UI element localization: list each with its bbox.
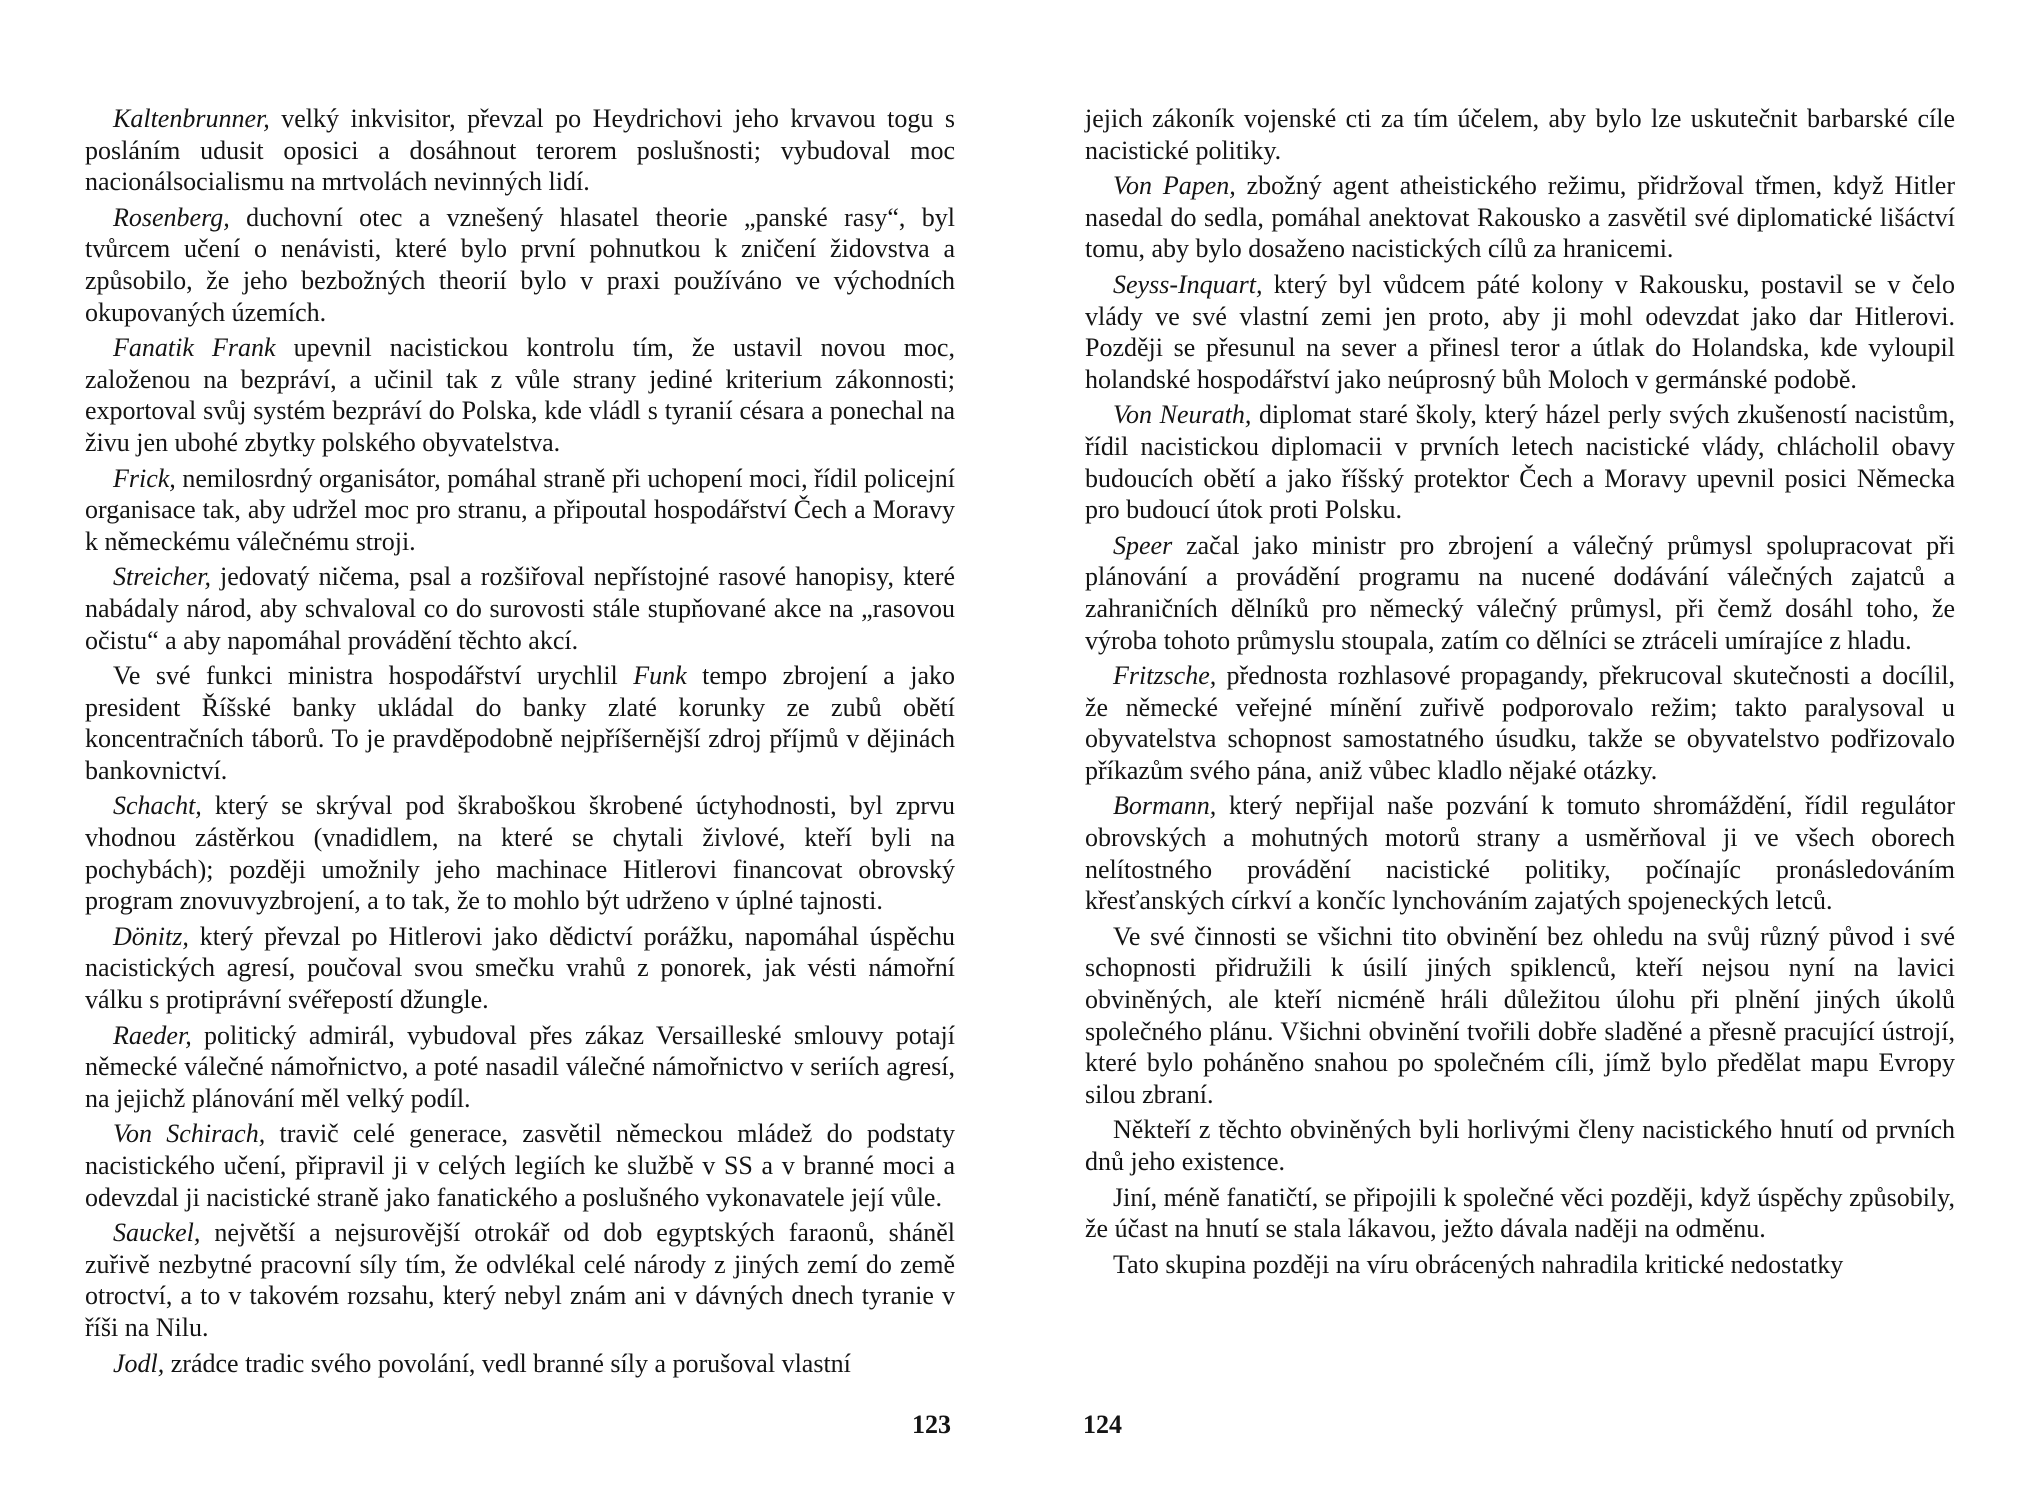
- paragraph-text: Ve své činnosti se všichni tito obvinění bez ohledu na svůj různý původ i své schopnosti přidružili k úsilí jiných spiklenců, kteří nejsou nyní na lavici obviněných, ale kteří nicméně hráli důležitou úlohu při plnění jiných úkolů společného plánu. Všichni obvinění tvořili dobře sladěné a přesně pracující ústrojí, které bylo poháněno snahou po společném cíli, jímž bylo předělat mapu Evropy silou zbraní.: [1085, 921, 1955, 1109]
- paragraph: [85, 1118, 955, 1213]
- paragraph: [85, 790, 955, 916]
- paragraph: [85, 332, 955, 458]
- defendant-name: Schacht,: [113, 791, 202, 821]
- defendant-name: Dönitz,: [113, 921, 189, 951]
- paragraph: [1085, 790, 1955, 916]
- paragraph-text: upevnil nacistickou kontrolu tím, že ustavil novou moc, založenou na bezpráví, a učinil tak z vůle strany jediné kriterium zákonnosti; exportoval svůj systém bezpráví do Polska, kde vládl s tyranií césara a ponechal na živu jen ubohé zbytky polského obyvatelstva.: [85, 333, 955, 457]
- defendant-name: Rosenberg,: [113, 202, 230, 232]
- paragraph-text: travič celé generace, zasvětil německou mládež do podstaty nacistického učení, připravil ji v celých legiích ke službě v SS a v branné moci a odevzdal ji nacistické straně jako fanatického a poslušného vykonavatele její vůle.: [85, 1119, 955, 1212]
- paragraph-text: který převzal po Hitlerovi jako dědictví porážku, napomáhal úspěchu nacistických agresí, poučoval svou smečku vrahů z ponorek, jak vésti námořní válku s protiprávní svéřepostí džungle.: [85, 921, 955, 1015]
- paragraph: [1085, 1114, 1955, 1177]
- paragraph: [85, 660, 955, 786]
- paragraph: [85, 1348, 955, 1380]
- left-text-column: [85, 103, 955, 1383]
- defendant-name: Kaltenbrunner,: [113, 104, 270, 133]
- paragraph-text: který se skrýval pod škraboškou škrobené úctyhodnosti, byl zprvu vhodnou zástěrkou (vnadidlem, na které se chytali živlové, kteří byli na pochybách); později umožnily jeho machinace Hitlerovi financovat obrovský program znovuvyzbrojení, a to tak, že to mohlo být udrženo v úplné tajnosti.: [85, 791, 955, 916]
- defendant-name: Raeder,: [113, 1020, 192, 1050]
- paragraph: [1085, 921, 1955, 1111]
- defendant-name: Von Schirach,: [113, 1119, 266, 1149]
- paragraph-text: tempo zbrojení a jako president Říšské banky ukládal do banky zlaté korunky ze zubů obětí koncentračních táborů. To je pravděpodobně nejpříšernější zdroj příjmů v dějinách bankovnictví.: [85, 661, 955, 785]
- page-number-right: 124: [1083, 1410, 1122, 1439]
- defendant-name: Funk: [633, 661, 687, 691]
- paragraph-text: jedovatý ničema, psal a rozšiřoval nepřístojné rasové hanopisy, které nabádaly národ, aby schvaloval co do surovosti stále stupňované akce na „rasovou očistu“ a aby napomáhal provádění těchto akcí.: [85, 562, 955, 655]
- defendant-name: Von Papen,: [1113, 171, 1236, 201]
- paragraph: [1085, 1182, 1955, 1245]
- paragraph: [1085, 103, 1955, 166]
- paragraph-text: největší a nejsurovější otrokář od dob egyptských faraonů, sháněl zuřivě nezbytné pracovní síly tím, že odvlékal celé národy z jiných zemí do země otroctví, a to v takovém rozsahu, který nebyl znám ani v dávných dnech tyranie v říši na Nilu.: [85, 1218, 955, 1342]
- paragraph: [85, 1217, 955, 1343]
- paragraph-text: Jiní, méně fanatičtí, se připojili k společné věci později, když úspěchy způsobily, že účast na hnutí se stala lákavou, ježto dávala naději na odměnu.: [1085, 1182, 1955, 1244]
- paragraph-text: duchovní otec a vznešený hlasatel theorie „panské rasy“, byl tvůrcem učení o nenávisti, které bylo první pohnutkou k zničení židovstva a způsobilo, že jeho bezbožných theorií bylo v praxi používáno ve východních okupovaných územích.: [85, 202, 955, 327]
- paragraph: [85, 463, 955, 558]
- right-page: [1015, 0, 2030, 1500]
- paragraph-text: který nepřijal naše pozvání k tomuto shromáždění, řídil regulátor obrovských a mohutných motorů strany a usměrňoval ji ve všech oborech nelítostného provádění nacistické politiky, počínajíc pronásledováním křesťanských církví a končíc lynchováním zajatých spojeneckých letců.: [1085, 791, 1955, 916]
- defendant-name: Seyss-Inquart,: [1113, 269, 1263, 299]
- paragraph-text: přednosta rozhlasové propagandy, překrucoval skutečnosti a docílil, že německé veřejné mínění zuřivě podporovalo režim; takto paralysoval u obyvatelstva schopnost samostatného úsudku, takže se obyvatelstvo podřizovalo příkazům svého pána, aniž vůbec kladlo nějaké otázky.: [1085, 661, 1955, 785]
- paragraph-text: Někteří z těchto obviněných byli horlivými členy nacistického hnutí od prvních dnů jeho existence.: [1085, 1115, 1955, 1176]
- paragraph: [1085, 269, 1955, 395]
- defendant-name: Frick,: [113, 463, 176, 493]
- defendant-name: Jodl,: [113, 1348, 165, 1378]
- defendant-name: Sauckel,: [113, 1218, 201, 1248]
- paragraph-text: začal jako ministr pro zbrojení a válečný průmysl spolupracovat při plánování a provádění programu na nucené dodávání válečných zajatců a zahraničních dělníků pro německý válečný průmysl, při čemž dosáhl toho, že výroba tohoto průmyslu stoupala, zatím co dělníci se ztráceli umírajíce z hladu.: [1085, 530, 1955, 655]
- paragraph-text: zrádce tradic svého povolání, vedl branné síly a porušoval vlastní: [164, 1348, 851, 1378]
- paragraph: [1085, 170, 1955, 265]
- defendant-name: Speer: [1113, 530, 1173, 560]
- defendant-name: Bormann,: [1113, 791, 1217, 821]
- paragraph: [1085, 530, 1955, 656]
- defendant-name: Fritzsche,: [1113, 661, 1217, 691]
- paragraph: [85, 561, 955, 656]
- defendant-name: Fanatik Frank: [113, 333, 276, 363]
- page-number-left: 123: [912, 1410, 951, 1439]
- paragraph-text: politický admirál, vybudoval přes zákaz Versailleské smlouvy potají německé válečné námořnictvo, a poté nasadil válečné námořnictvo v seriích agresí, na jejichž plánování měl velký podíl.: [85, 1020, 955, 1113]
- paragraph-text: velký inkvisitor, převzal po Heydrichovi jeho krvavou togu s posláním udusit oposici a dosáhnout terorem poslušnosti; vybudoval moc nacionálsocialismu na mrtvolách nevinných lidí.: [85, 104, 955, 197]
- paragraph-text: diplomat staré školy, který házel perly svých zkušeností nacistům, řídil nacistickou diplomacii v prvních letech nacistické vlády, chlácholil obavy budoucích obětí a jako říšský protektor Čech a Moravy upevnil posici Německa pro budoucí útok proti Polsku.: [1085, 400, 1955, 525]
- paragraph-text: Ve své funkci ministra hospodářství urychlil: [113, 661, 634, 691]
- paragraph-text: nemilosrdný organisátor, pomáhal straně při uchopení moci, řídil policejní organisace tak, aby udržel moc pro stranu, a připoutal hospodářství Čech a Moravy k německému válečnému stroji.: [85, 463, 955, 556]
- paragraph: [85, 921, 955, 1016]
- paragraph: [85, 1020, 955, 1115]
- paragraph: [1085, 660, 1955, 786]
- paragraph: [1085, 399, 1955, 525]
- paragraph: [1085, 1249, 1955, 1281]
- paragraph: [85, 202, 955, 328]
- right-text-column: [1085, 103, 1955, 1284]
- paragraph-text: který byl vůdcem páté kolony v Rakousku, postavil se v čelo vlády ve své vlastní zemi jen proto, aby ji mohl odevzdat jako dar Hitlerovi. Později se přesunul na sever a přinesl teror a útlak do Holandska, kde vyloupil holandské hospodářství jako neúprosný bůh Moloch v germánské podobě.: [1085, 269, 1955, 394]
- paragraph-text: jejich zákoník vojenské cti za tím účelem, aby bylo lze uskutečnit barbarské cíle nacistické politiky.: [1085, 104, 1955, 165]
- defendant-name: Von Neurath,: [1113, 400, 1252, 430]
- paragraph-text: zbožný agent atheistického režimu, přidržoval třmen, když Hitler nasedal do sedla, pomáhal anektovat Rakousko a zasvětil své diplomatické lišáctví tomu, aby bylo dosaženo nacistických cílů za hranicemi.: [1085, 171, 1956, 264]
- defendant-name: Streicher,: [113, 562, 211, 592]
- paragraph: [85, 103, 955, 198]
- paragraph-text: Tato skupina později na víru obrácených nahradila kritické nedostatky: [1113, 1249, 1844, 1279]
